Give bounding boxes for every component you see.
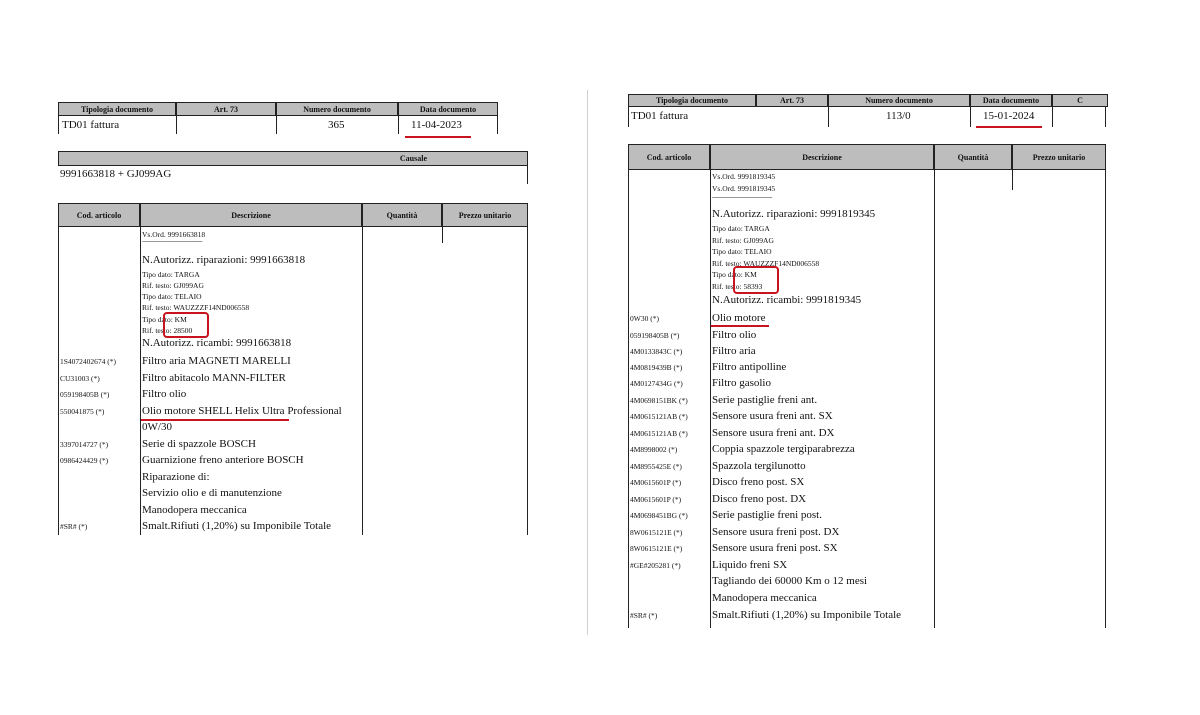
item-desc: Sensore usura freni post. SX	[712, 542, 838, 554]
item-desc: Filtro aria MAGNETI MARELLI	[142, 355, 291, 367]
item-desc: Manodopera meccanica	[142, 504, 247, 516]
order-line: Vs.Ord. 9991663818	[142, 230, 206, 239]
auth-repair: N.Autorizz. riparazioni: 9991663818	[142, 254, 306, 266]
header-art73: Art. 73	[176, 102, 276, 116]
meta-line: Tipo dato: TARGA	[142, 270, 200, 279]
item-desc: Disco freno post. SX	[712, 476, 805, 488]
separator-line: ----------------------------------------	[712, 195, 772, 201]
page-divider	[587, 90, 588, 635]
item-code: 0W30 (*)	[630, 314, 659, 323]
item-code: 059198405B (*)	[630, 331, 680, 340]
item-code: 4M0127434G (*)	[630, 379, 683, 388]
item-desc: Sensore usura freni ant. SX	[712, 410, 833, 422]
doc-date: 11-04-2023	[411, 119, 462, 131]
item-desc: Sensore usura freni ant. DX	[712, 427, 835, 439]
item-code: 0986424429 (*)	[60, 456, 109, 465]
item-desc: Serie pastiglie freni ant.	[712, 394, 818, 406]
auth-parts: N.Autorizz. ricambi: 9991663818	[142, 337, 292, 349]
item-desc: Liquido freni SX	[712, 559, 788, 571]
meta-line: Rif. testo: 58393	[712, 282, 763, 291]
item-code: CU31003 (*)	[60, 374, 100, 383]
item-code: 4M0615601P (*)	[630, 478, 682, 487]
km-highlight	[733, 266, 779, 294]
header-data: Data documento	[398, 102, 498, 116]
item-desc: Filtro aria	[712, 345, 756, 357]
meta-line: Tipo dato: KM	[142, 315, 187, 324]
meta-line: Tipo dato: TELAIO	[142, 292, 202, 301]
causale-text: 9991663818 + GJ099AG	[60, 168, 172, 180]
item-desc: Servizio olio e di manutenzione	[142, 487, 282, 499]
item-code: #SR# (*)	[630, 611, 658, 620]
separator-line: ----------------------------------------	[142, 239, 202, 245]
item-desc: Manodopera meccanica	[712, 592, 817, 604]
item-desc: 0W/30	[142, 421, 172, 433]
item-desc: Filtro abitacolo MANN-FILTER	[142, 372, 286, 384]
item-desc: Serie di spazzole BOSCH	[142, 438, 256, 450]
doc-number: 365	[328, 119, 345, 131]
item-desc: Smalt.Rifiuti (1,20%) su Imponibile Totale	[142, 520, 332, 532]
item-code: 8W0615121E (*)	[630, 528, 683, 537]
header-art73: Art. 73	[756, 94, 828, 107]
item-desc: Serie pastiglie freni post.	[712, 509, 822, 521]
item-code: 4M0698451BG (*)	[630, 511, 688, 520]
item-desc: Guarnizione freno anteriore BOSCH	[142, 454, 304, 466]
item-desc: Smalt.Rifiuti (1,20%) su Imponibile Totale	[712, 609, 902, 621]
meta-line: Tipo dato: TARGA	[712, 224, 770, 233]
item-desc: Olio motore	[712, 312, 766, 324]
item-code: 4M0698151BK (*)	[630, 396, 688, 405]
item-desc: Filtro antipolline	[712, 361, 787, 373]
header-descrizione: Descrizione	[140, 203, 362, 227]
item-desc: Filtro olio	[142, 388, 187, 400]
header-cod: Cod. articolo	[58, 203, 140, 227]
item-code: 4M0615601P (*)	[630, 495, 682, 504]
meta-line: Rif. testo: GJ099AG	[712, 236, 774, 245]
item-code: 4M8955425E (*)	[630, 462, 682, 471]
header-causale: Causale	[58, 151, 528, 166]
doc-date: 15-01-2024	[983, 110, 1035, 122]
header-tipologia: Tipologia documento	[58, 102, 176, 116]
header-numero: Numero documento	[828, 94, 970, 107]
header-descrizione: Descrizione	[710, 144, 934, 170]
meta-line: Rif. testo: 28500	[142, 326, 193, 335]
item-desc: Coppia spazzole tergiparabrezza	[712, 443, 855, 455]
km-highlight	[163, 312, 209, 338]
item-desc: Filtro olio	[712, 329, 757, 341]
item-code: 4M0819439B (*)	[630, 363, 683, 372]
item-code: 550041875 (*)	[60, 407, 105, 416]
meta-line: Tipo dato: TELAIO	[712, 247, 772, 256]
meta-line: Rif. testo: WAUZZZF14ND006558	[712, 259, 820, 268]
auth-repair: N.Autorizz. riparazioni: 9991819345	[712, 208, 876, 220]
date-highlight	[976, 126, 1042, 128]
item-code: 3397014727 (*)	[60, 440, 109, 449]
auth-parts: N.Autorizz. ricambi: 9991819345	[712, 294, 862, 306]
item-desc: Riparazione di:	[142, 471, 210, 483]
doc-type: TD01 fattura	[62, 119, 120, 131]
header-quantita: Quantità	[362, 203, 442, 227]
doc-number: 113/0	[886, 110, 911, 122]
item-desc: Sensore usura freni post. DX	[712, 526, 840, 538]
header-prezzo: Prezzo unitario	[1012, 144, 1106, 170]
order-line: Vs.Ord. 9991819345	[712, 184, 776, 193]
header-data: Data documento	[970, 94, 1052, 107]
header-quantita: Quantità	[934, 144, 1012, 170]
header-prezzo: Prezzo unitario	[442, 203, 528, 227]
header-numero: Numero documento	[276, 102, 398, 116]
item-code: 4M0133843C (*)	[630, 347, 683, 356]
item-code: 4M0615121AB (*)	[630, 412, 688, 421]
item-code: #SR# (*)	[60, 522, 88, 531]
item-code: 4M8998002 (*)	[630, 445, 678, 454]
item-code: 1S4072402674 (*)	[60, 357, 117, 366]
item-desc: Tagliando dei 60000 Km o 12 mesi	[712, 575, 868, 587]
item-desc: Olio motore SHELL Helix Ultra Professional	[142, 405, 342, 417]
header-cod: Cod. articolo	[628, 144, 710, 170]
meta-line: Tipo dato: KM	[712, 270, 757, 279]
item-code: 8W0615121E (*)	[630, 544, 683, 553]
meta-line: Rif. testo: GJ099AG	[142, 281, 204, 290]
header-tipologia: Tipologia documento	[628, 94, 756, 107]
doc-type: TD01 fattura	[631, 110, 689, 122]
item-desc: Spazzola tergilunotto	[712, 460, 806, 472]
item-code: 059198405B (*)	[60, 390, 110, 399]
item-code: 4M0615121AB (*)	[630, 429, 688, 438]
date-highlight	[405, 136, 471, 138]
order-line: Vs.Ord. 9991819345	[712, 172, 776, 181]
header-extra: C	[1052, 94, 1108, 107]
meta-line: Rif. testo: WAUZZZF14ND006558	[142, 303, 250, 312]
item-desc: Disco freno post. DX	[712, 493, 807, 505]
item-desc: Filtro gasolio	[712, 377, 771, 389]
oil-highlight	[711, 325, 769, 327]
item-code: #GE#205281 (*)	[630, 561, 681, 570]
